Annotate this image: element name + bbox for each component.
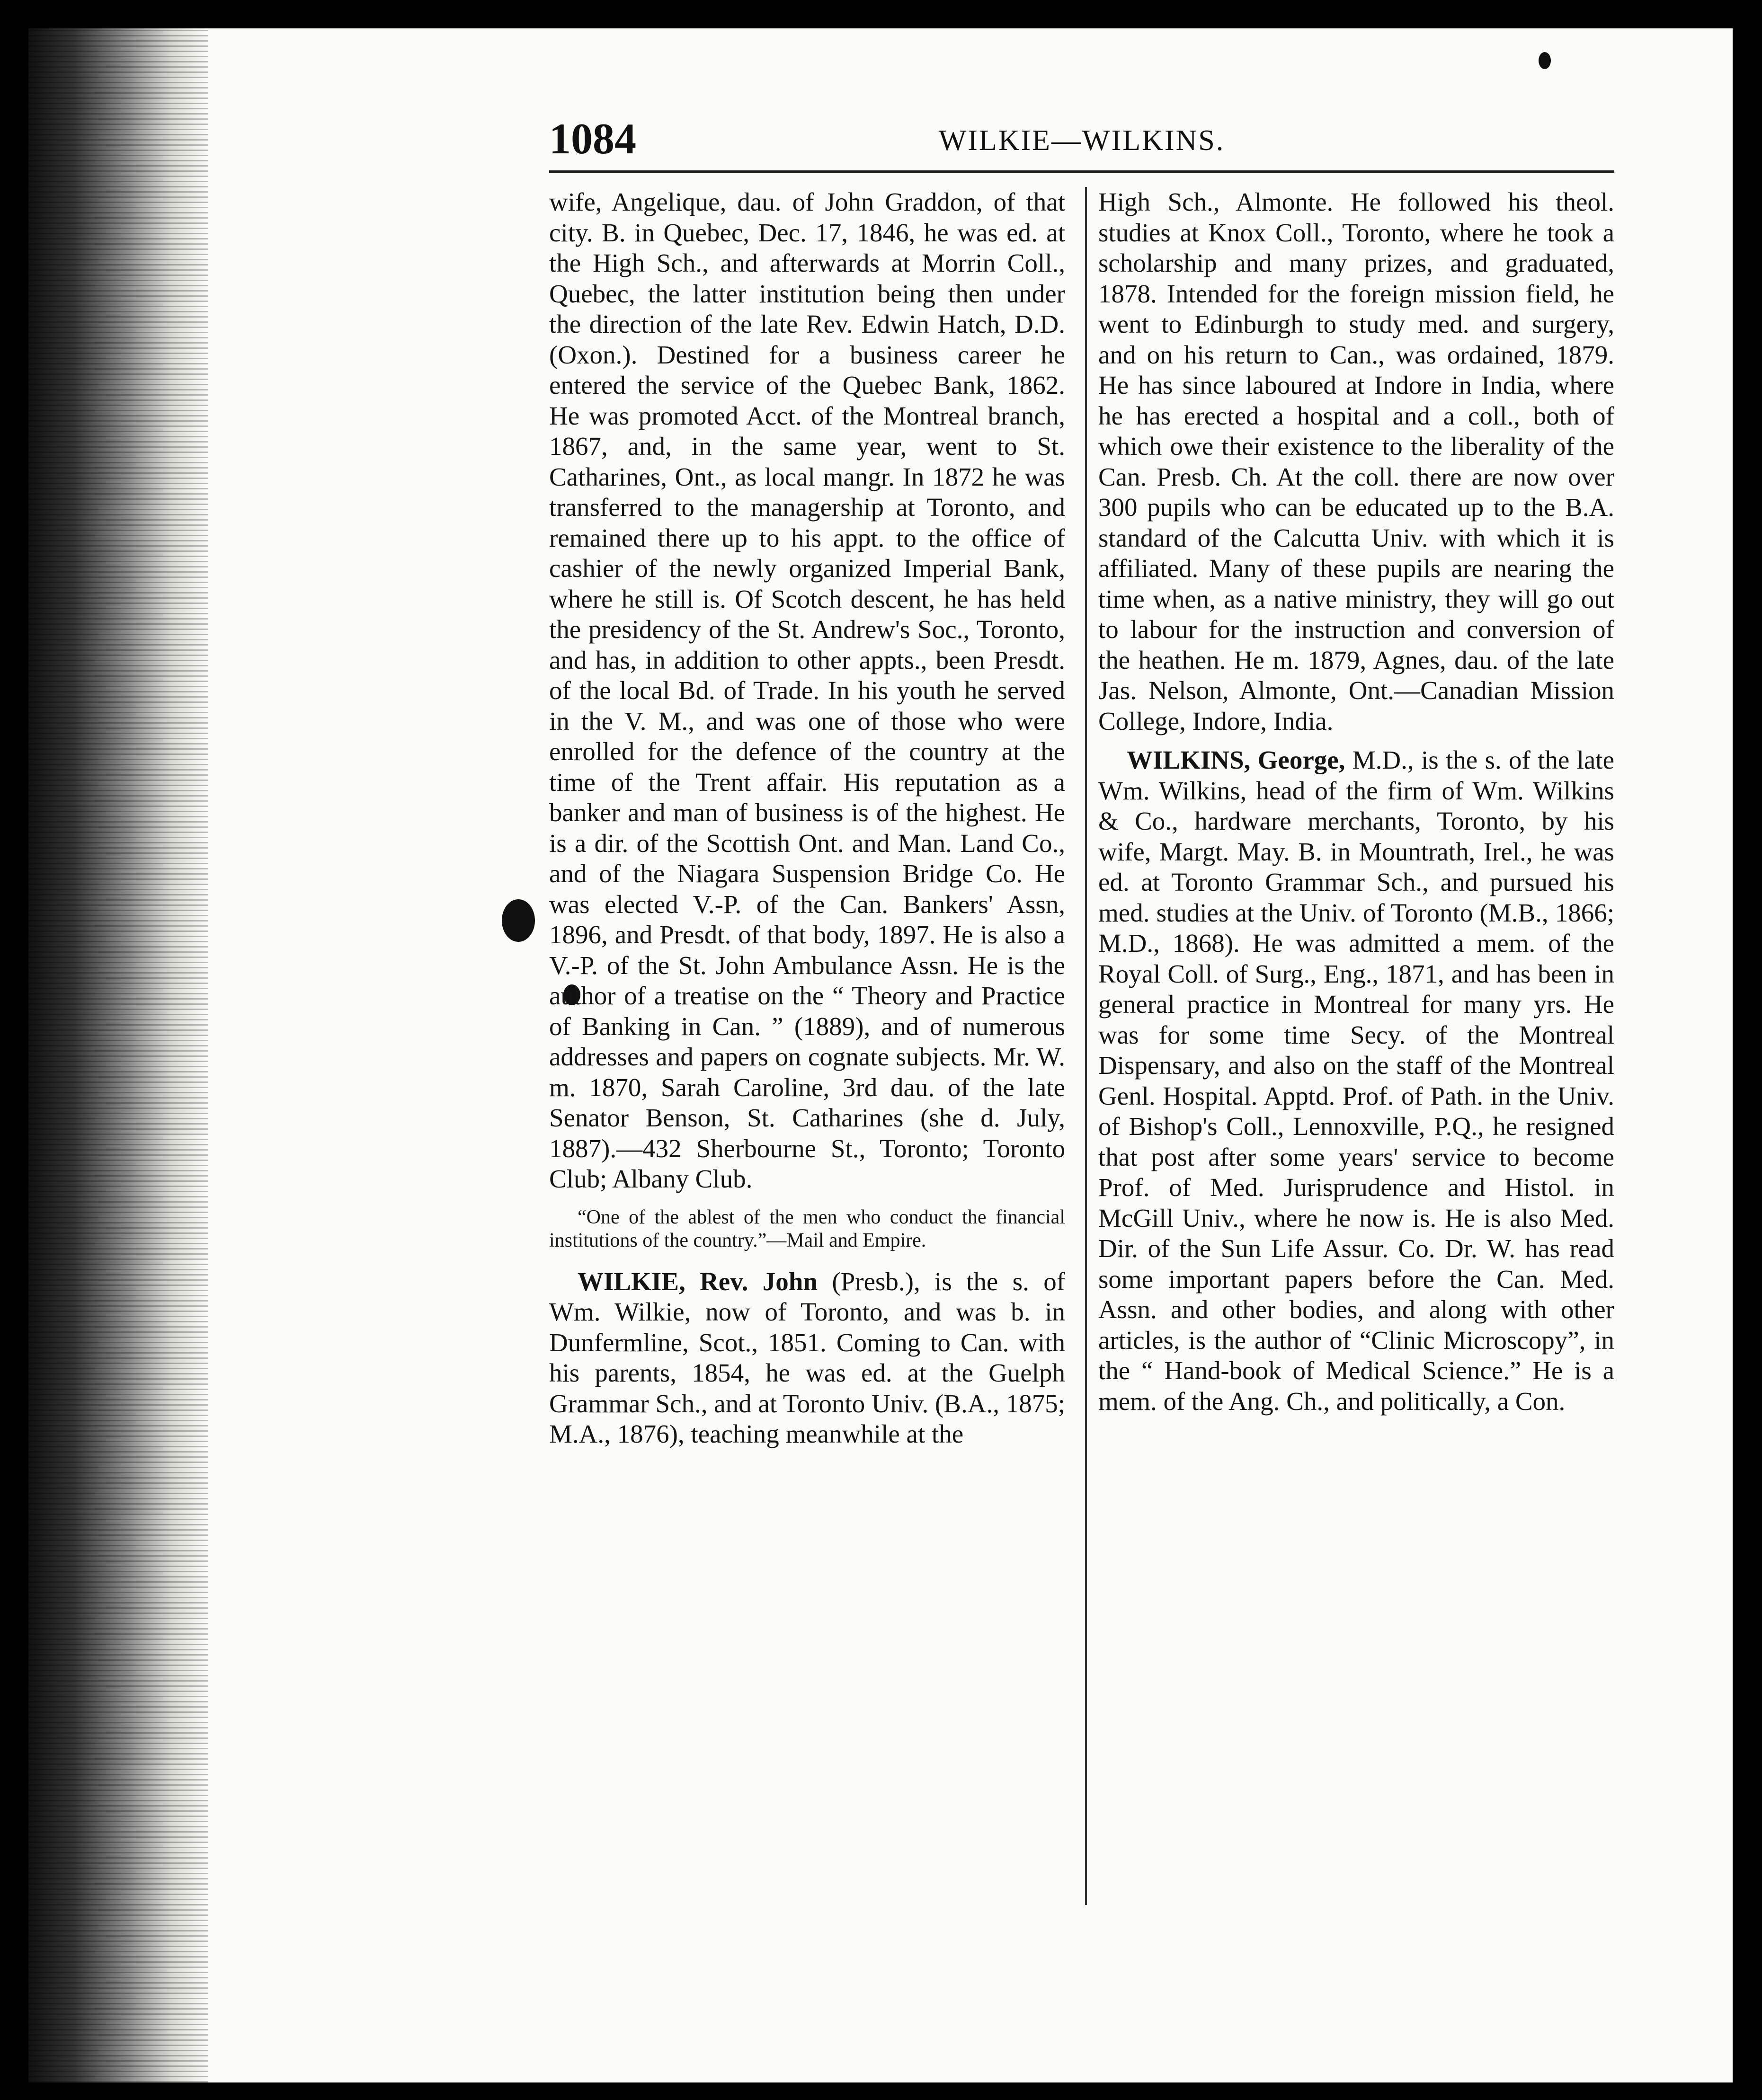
ink-blot <box>1539 52 1551 69</box>
entry-text: (Presb.), is the s. of Wm. Wilkie, now of Toronto, and was b. in Dunfermline, Scot., 1851. Coming to Can. with his parents, 1854, he was ed. at the Guelph Grammar Sch., and at Toronto Univ. (B.A., 1875; M.A., 1876), teaching meanwhile at the <box>549 1267 1065 1448</box>
running-head: WILKIE—WILKINS. <box>938 124 1225 157</box>
header-rule <box>549 170 1614 173</box>
entry-continuation: wife, Angelique, dau. of John Graddon, of that city. B. in Quebec, Dec. 17, 1846, he was ed. at the High Sch., and afterwards at Morrin Coll., Quebec, the latter institution being then under the direction of the late Rev. Edwin Hatch, D.D. (Oxon.). Destined for a business career he entered the service of the Quebec Bank, 1862. He was promoted Acct. of the Montreal branch, 1867, and, in the same year, went to St. Catharines, Ont., as local mangr. In 1872 he was transferred to the managership at Toronto, and remained there up to his appt. to the office of cashier of the newly organized Imperial Bank, where he still is. Of Scotch descent, he has held the presidency of the St. Andrew's Soc., Toronto, and has, in addition to other appts., been Presdt. of the local Bd. of Trade. In his youth he served in the V. M., and was one of those who were enrolled for the defence of the country at the time of the Trent affair. His reputation as a banker and man of business is of the highest. He is a dir. of the Scottish Ont. and Man. Land Co., and of the Niagara Suspension Bridge Co. He was elected V.-P. of the Can. Bankers' Assn, 1896, and Presdt. of that body, 1897. He is also a V.-P. of the St. John Ambulance Assn. He is the author of a treatise on the “ Theory and Practice of Banking in Can. ” (1889), and of numerous addresses and papers on cognate subjects. Mr. W. m. 1870, Sarah Caroline, 3rd dau. of the late Senator Benson, St. Catharines (she d. July, 1887).—432 Sherbourne St., Toronto; Toronto Club; Albany Club. <box>549 187 1065 1193</box>
entry-headword: WILKIE, Rev. John <box>578 1267 818 1296</box>
ink-blot <box>502 899 535 942</box>
left-column <box>549 187 1065 1938</box>
entry-text: M.D., is the s. of the late Wm. Wilkins, head of the firm of Wm. Wilkins & Co., hardware merchants, Toronto, by his wife, Margt. May. B. in Mountrath, Irel., he was ed. at Toronto Grammar Sch., and pursued his med. studies at the Univ. of Toronto (M.B., 1866; M.D., 1868). He was admitted a mem. of the Royal Coll. of Surg., Eng., 1871, and has been in general practice in Montreal for many yrs. He was for some time Secy. of the Montreal Dispensary, and also on the staff of the Montreal Genl. Hospital. Apptd. Prof. of Path. in the Univ. of Bishop's Coll., Lennoxville, P.Q., he resigned that post after some years' service to become Prof. of Med. Jurisprudence and Histol. in McGill Univ., where he now is. He is also Med. Dir. of the Sun Life Assur. Co. Dr. W. has read some important papers before the Can. Med. Assn. and other bodies, and along with other articles, is the author of “Clinic Microscopy”, in the “ Hand-book of Medical Science.” He is a mem. of the Ang. Ch., and politically, a Con. <box>1098 745 1614 1416</box>
entry-wilkins-george <box>1098 745 1614 1417</box>
scan-shadow-edge <box>28 28 208 2082</box>
entry-headword: WILKINS, George, <box>1127 745 1345 774</box>
right-column <box>1098 187 1614 1938</box>
entry-continuation: High Sch., Almonte. He followed his theol. studies at Knox Coll., Toronto, where he took a scholarship and many prizes, and graduated, 1878. Intended for the foreign mission field, he went to Edinburgh to study med. and surgery, and on his return to Can., was ordained, 1879. He has since laboured at Indore in India, where he has erected a hospital and a coll., both of which owe their existence to the liberality of the Can. Presb. Ch. At the coll. there are now over 300 pupils who can be educated up to the B.A. standard of the Calcutta Univ. with which it is affiliated. Many of these pupils are nearing the time when, as a native ministry, they will go out to labour for the instruction and conversion of the heathen. He m. 1879, Agnes, dau. of the late Jas. Nelson, Almonte, Ont.—Canadian Mission College, Indore, India. <box>1098 187 1614 735</box>
press-quote: “One of the ablest of the men who conduct the financial institutions of the country.”—Mail and Empire. <box>549 1206 1065 1251</box>
entry-wilkie-john <box>549 1267 1065 1450</box>
page-number: 1084 <box>549 115 636 163</box>
column-divider <box>1085 187 1087 1905</box>
page-header <box>549 114 1614 180</box>
